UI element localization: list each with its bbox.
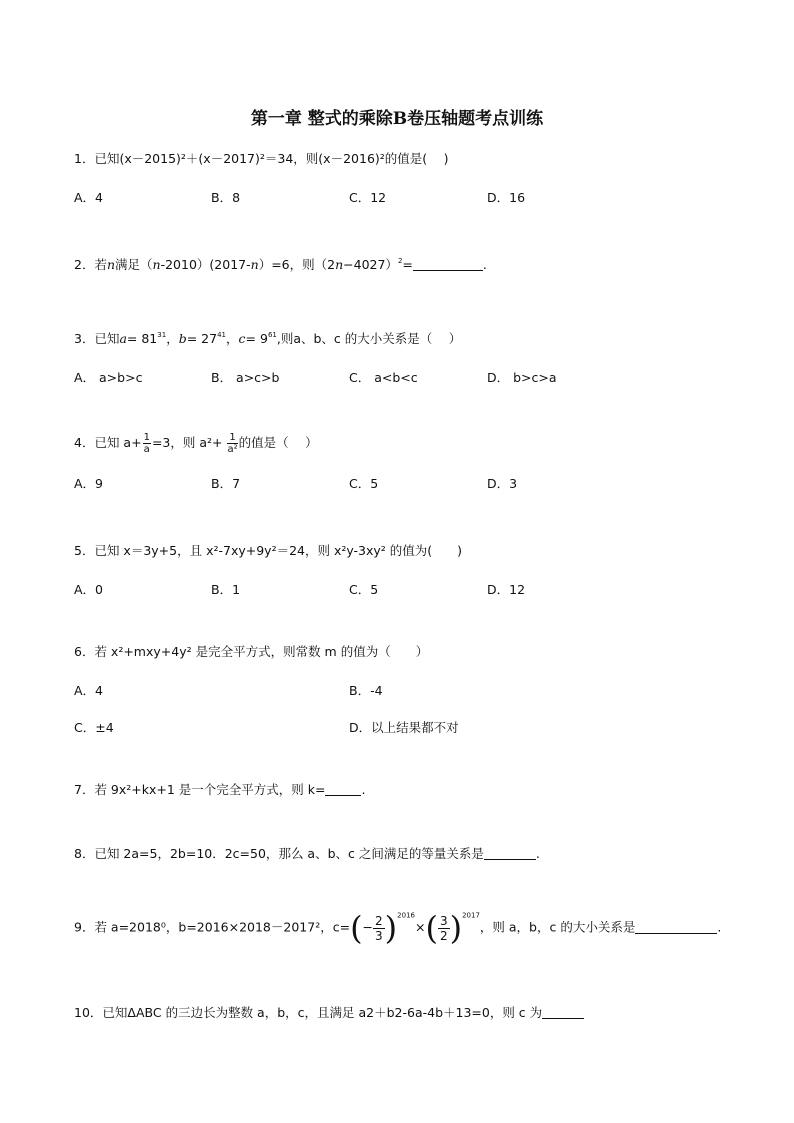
answer-blank[interactable] (635, 921, 717, 934)
q4-option-c: C．5 (349, 476, 379, 491)
q5-option-b: B．1 (211, 582, 241, 597)
question-2: 2．若n满足（n-2010）(2017-n）=6，则$(2n-4027)^2=$ . (74, 257, 487, 272)
question-7: 7．若 9x²+kx+1 是一个完全平方式，则 k= . (74, 782, 366, 797)
q3-option-d: D． b>c>a (487, 370, 557, 385)
question-6: 6．若 x²+mxy+4y² 是完全平方式，则常数 m 的值为（ ） (74, 644, 429, 659)
q6-option-a: A．4 (74, 683, 104, 698)
fraction: $\frac{1}{a}$ (143, 432, 150, 455)
q3-option-b: B． a>c>b (211, 370, 280, 385)
answer-blank[interactable] (413, 258, 483, 271)
q4-option-b: B．7 (211, 476, 241, 491)
answer-blank[interactable] (484, 847, 536, 860)
question-1: 1．已知(x－2015)²＋(x－2017)²＝34，则(x－2016)²的值是( ) (74, 151, 449, 166)
q4-option-d: D．3 (487, 476, 518, 491)
q4-option-a: A．9 (74, 476, 104, 491)
q3-option-a: A． a>b>c (74, 370, 143, 385)
fraction: $\frac{1}{\text{a²}}$ (227, 432, 238, 455)
q6-option-b: B．-4 (349, 683, 383, 698)
q1-option-c: C．12 (349, 190, 387, 205)
answer-blank[interactable] (325, 783, 361, 796)
q5-option-d: D．12 (487, 582, 526, 597)
question-5: 5．已知 x＝3y+5，且 x²-7xy+9y²＝24，则 x²y-3xy² 的值为( ) (74, 543, 463, 558)
page-title: 第一章 整式的乘除B卷压轴题考点训练 (250, 109, 544, 129)
fraction: $\frac{2}{3}$ (375, 913, 383, 943)
q6-option-c: C．±4 (74, 720, 114, 735)
question-10: 10．已知ΔABC 的三边长为整数 a，b，c，且满足 a2＋b2-6a-4b＋13=0，则 c 为 (74, 1005, 584, 1020)
question-9: 9．若 a=2018⁰，b=2016×2018－2017²，c=(− $\frac{2}{3}$ )$^{2016}$×( $\frac{3}{2}$ )$^{2017}$，则 a，b，c 的大小关系是 . (74, 909, 722, 947)
q1-option-a: A．4 (74, 190, 104, 205)
q6-option-d: D．以上结果都不对 (349, 720, 459, 735)
answer-blank[interactable] (542, 1006, 584, 1019)
q5-option-a: A．0 (74, 582, 104, 597)
q1-option-d: D．16 (487, 190, 526, 205)
q3-option-c: C． a<b<c (349, 370, 418, 385)
question-8: 8．已知 2a=5，2b=10．2c=50，那么 a、b、c 之间满足的等量关系是 . (74, 846, 540, 861)
question-4: 4．已知 a+ $\frac{1}{a}$ =3，则 a²+ $\frac{1}{\text{a²}}$ 的值是（ ） (74, 432, 318, 455)
fraction: $\frac{3}{2}$ (439, 913, 448, 943)
question-3: 3．已知$a= 81^{31}$，$b= 27^{41}$，$c= 9^{61}$,则a、b、c 的大小关系是（ ） (74, 331, 462, 346)
q1-option-b: B．8 (211, 190, 241, 205)
q5-option-c: C．5 (349, 582, 379, 597)
